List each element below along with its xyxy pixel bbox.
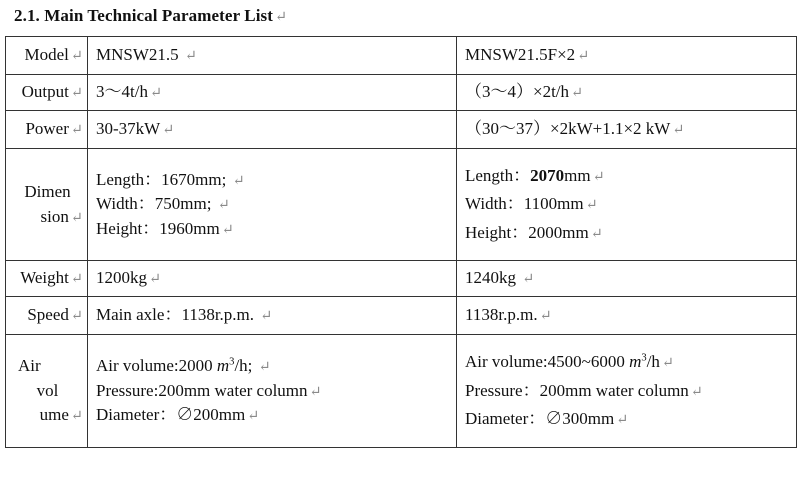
- cell-single: MNSW21.5 ↵: [88, 37, 457, 75]
- return-mark-icon: ↵: [70, 308, 83, 325]
- section-heading-text: 2.1. Main Technical Parameter List: [14, 6, 274, 25]
- row-label: Model ↵: [6, 37, 88, 75]
- table-row-model: [6, 37, 797, 75]
- row-label: Weight ↵: [6, 261, 88, 297]
- table-row-weight: [6, 261, 797, 297]
- return-mark-icon: ↵: [149, 85, 163, 102]
- return-mark-icon: ↵: [221, 221, 234, 238]
- row-label: Power ↵: [6, 111, 88, 149]
- return-mark-icon: ↵: [260, 308, 273, 325]
- return-mark-icon: ↵: [217, 197, 230, 214]
- return-mark-icon: ↵: [309, 383, 322, 400]
- return-mark-icon: ↵: [184, 48, 198, 65]
- return-mark-icon: ↵: [258, 359, 271, 376]
- parameter-table: [5, 36, 797, 448]
- cell-single: Air volume:2000 $m^3/h$; ↵ Pressure:200mm water column ↵ Diameter：∅200mm ↵: [88, 335, 457, 448]
- table-row-output: [6, 75, 797, 111]
- return-mark-icon: ↵: [70, 122, 83, 139]
- cell-double: MNSW21.5F×2 ↵: [457, 37, 797, 75]
- return-mark-icon: ↵: [585, 197, 598, 214]
- cell-double: Air volume:4500~6000 $m^3/h$ ↵ Pressure：200mm water column ↵ Diameter：∅300mm ↵: [457, 335, 797, 448]
- return-mark-icon: ↵: [590, 225, 603, 242]
- table-row-dimension: [6, 149, 797, 261]
- return-mark-icon: ↵: [70, 85, 83, 102]
- cell-single: 1200kg ↵: [88, 261, 457, 297]
- row-label: Speed ↵: [6, 297, 88, 335]
- cell-single: Main axle：1138r.p.m. ↵: [88, 297, 457, 335]
- cell-double: （30～37）×2kW+1.1×2 kW ↵: [457, 111, 797, 149]
- table-row-air-volume: [6, 335, 797, 448]
- cell-double: 1240kg ↵: [457, 261, 797, 297]
- cell-single: 30-37kW ↵: [88, 111, 457, 149]
- cell-double: Length：2070mm ↵ Width：1100mm ↵ Height：2000mm ↵: [457, 149, 797, 261]
- return-mark-icon: ↵: [577, 48, 590, 65]
- return-mark-icon: ↵: [616, 412, 629, 429]
- return-mark-icon: ↵: [70, 408, 83, 425]
- return-mark-icon: ↵: [232, 172, 245, 189]
- return-mark-icon: ↵: [149, 271, 162, 288]
- row-label: Air vol ume ↵: [6, 335, 88, 448]
- return-mark-icon: ↵: [275, 9, 288, 25]
- cell-single: Length：1670mm; ↵ Width：750mm; ↵ Height：1960mm ↵: [88, 149, 457, 261]
- return-mark-icon: ↵: [247, 408, 260, 425]
- cell-double: 1138r.p.m. ↵: [457, 297, 797, 335]
- cell-single: 3～4t/h ↵: [88, 75, 457, 111]
- return-mark-icon: ↵: [162, 122, 175, 139]
- return-mark-icon: ↵: [571, 85, 584, 102]
- return-mark-icon: ↵: [592, 168, 605, 185]
- return-mark-icon: ↵: [690, 383, 703, 400]
- return-mark-icon: ↵: [672, 122, 685, 139]
- table-row-speed: [6, 297, 797, 335]
- return-mark-icon: ↵: [539, 308, 552, 325]
- cell-double: （3～4）×2t/h ↵: [457, 75, 797, 111]
- table-row-power: [6, 111, 797, 149]
- row-label: Output ↵: [6, 75, 88, 111]
- return-mark-icon: ↵: [70, 48, 83, 65]
- return-mark-icon: ↵: [661, 355, 674, 372]
- return-mark-icon: ↵: [70, 209, 83, 226]
- row-label: Dimen sion ↵: [6, 149, 88, 261]
- section-heading: [14, 6, 287, 26]
- return-mark-icon: ↵: [522, 271, 535, 288]
- return-mark-icon: ↵: [70, 271, 83, 288]
